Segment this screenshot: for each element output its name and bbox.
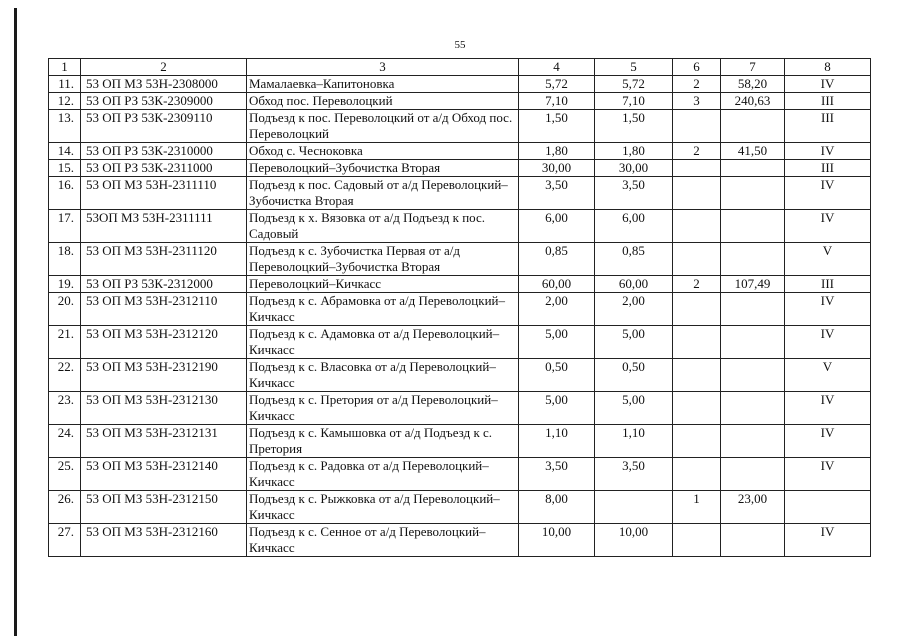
road-category-cell: III [785,276,871,293]
column-header: 2 [81,59,247,76]
length-cell: 1,50 [519,110,595,143]
road-category-cell: V [785,359,871,392]
road-category-cell: III [785,160,871,177]
row-number-cell: 14. [49,143,81,160]
length-surface-cell: 0,50 [595,359,673,392]
structure-count-cell [673,359,721,392]
table-row [49,93,871,110]
structure-length-cell [721,177,785,210]
road-name-cell: Обход пос. Переволоцкий [247,93,519,110]
row-number-cell: 11. [49,76,81,93]
structure-count-cell: 3 [673,93,721,110]
length-surface-cell: 2,00 [595,293,673,326]
road-code-cell: 53 ОП РЗ 53К-2310000 [81,143,247,160]
length-cell: 5,72 [519,76,595,93]
structure-length-cell [721,425,785,458]
road-name-cell: Подъезд к с. Сенное от а/д Переволоцкий–Кичкасс [247,524,519,557]
structure-count-cell [673,458,721,491]
table-row [49,160,871,177]
road-name-cell: Мамалаевка–Капитоновка [247,76,519,93]
road-code-cell: 53 ОП МЗ 53Н-2312140 [81,458,247,491]
road-name-cell: Подъезд к с. Зубочистка Первая от а/д Переволоцкий–Зубочистка Вторая [247,243,519,276]
length-surface-cell: 3,50 [595,177,673,210]
row-number-cell: 27. [49,524,81,557]
column-header: 6 [673,59,721,76]
row-number-cell: 19. [49,276,81,293]
structure-count-cell: 2 [673,276,721,293]
road-code-cell: 53 ОП МЗ 53Н-2311110 [81,177,247,210]
road-code-cell: 53 ОП МЗ 53Н-2312110 [81,293,247,326]
length-cell: 8,00 [519,491,595,524]
road-name-cell: Подъезд к пос. Переволоцкий от а/д Обход пос. Переволоцкий [247,110,519,143]
binding-line [14,8,17,636]
column-header: 5 [595,59,673,76]
road-name-cell: Подъезд к пос. Садовый от а/д Переволоцкий–Зубочистка Вторая [247,177,519,210]
road-category-cell: IV [785,425,871,458]
structure-count-cell: 2 [673,76,721,93]
table-row [49,359,871,392]
road-code-cell: 53 ОП РЗ 53К-2309110 [81,110,247,143]
length-surface-cell: 1,10 [595,425,673,458]
road-name-cell: Подъезд к с. Радовка от а/д Переволоцкий–Кичкасс [247,458,519,491]
road-name-cell: Подъезд к с. Власовка от а/д Переволоцкий–Кичкасс [247,359,519,392]
structure-length-cell [721,210,785,243]
table-row [49,524,871,557]
length-cell: 0,50 [519,359,595,392]
row-number-cell: 26. [49,491,81,524]
table-row [49,110,871,143]
row-number-cell: 17. [49,210,81,243]
length-cell: 2,00 [519,293,595,326]
structure-length-cell: 240,63 [721,93,785,110]
length-cell: 5,00 [519,392,595,425]
structure-count-cell [673,524,721,557]
length-surface-cell: 1,50 [595,110,673,143]
table-row [49,243,871,276]
structure-length-cell: 107,49 [721,276,785,293]
table-row [49,326,871,359]
column-header: 4 [519,59,595,76]
table-row [49,276,871,293]
length-cell: 30,00 [519,160,595,177]
road-code-cell: 53 ОП МЗ 53Н-2312130 [81,392,247,425]
length-surface-cell: 0,85 [595,243,673,276]
road-name-cell: Подъезд к с. Рыжковка от а/д Переволоцкий–Кичкасс [247,491,519,524]
length-cell: 3,50 [519,458,595,491]
road-code-cell: 53 ОП МЗ 53Н-2312120 [81,326,247,359]
road-category-cell: IV [785,76,871,93]
road-category-cell: IV [785,143,871,160]
structure-count-cell [673,243,721,276]
structure-length-cell [721,458,785,491]
row-number-cell: 25. [49,458,81,491]
road-category-cell: IV [785,458,871,491]
structure-length-cell [721,110,785,143]
road-name-cell: Подъезд к с. Адамовка от а/д Переволоцкий–Кичкасс [247,326,519,359]
road-name-cell: Подъезд к с. Камышовка от а/д Подъезд к с. Претория [247,425,519,458]
structure-length-cell: 58,20 [721,76,785,93]
road-category-cell: III [785,110,871,143]
structure-count-cell [673,293,721,326]
road-name-cell: Переволоцкий–Кичкасс [247,276,519,293]
row-number-cell: 15. [49,160,81,177]
road-category-cell: IV [785,524,871,557]
road-name-cell: Подъезд к х. Вязовка от а/д Подъезд к пос. Садовый [247,210,519,243]
road-name-cell: Подъезд к с. Абрамовка от а/д Переволоцкий–Кичкасс [247,293,519,326]
road-code-cell: 53 ОП МЗ 53Н-2312131 [81,425,247,458]
length-cell: 0,85 [519,243,595,276]
table-row [49,76,871,93]
road-code-cell: 53 ОП МЗ 53Н-2312160 [81,524,247,557]
structure-length-cell [721,359,785,392]
road-code-cell: 53 ОП РЗ 53К-2311000 [81,160,247,177]
road-name-cell: Подъезд к с. Претория от а/д Переволоцкий–Кичкасс [247,392,519,425]
road-category-cell: IV [785,210,871,243]
road-category-cell: V [785,243,871,276]
row-number-cell: 13. [49,110,81,143]
road-category-cell: III [785,93,871,110]
row-number-cell: 18. [49,243,81,276]
road-category-cell: IV [785,293,871,326]
structure-length-cell [721,326,785,359]
column-header: 1 [49,59,81,76]
structure-length-cell: 23,00 [721,491,785,524]
table-row [49,293,871,326]
row-number-cell: 20. [49,293,81,326]
structure-length-cell [721,392,785,425]
road-name-cell: Переволоцкий–Зубочистка Вторая [247,160,519,177]
column-header: 3 [247,59,519,76]
road-code-cell: 53 ОП МЗ 53Н-2312150 [81,491,247,524]
roads-table [48,58,871,557]
road-category-cell: IV [785,326,871,359]
structure-count-cell [673,177,721,210]
road-code-cell: 53 ОП РЗ 53К-2312000 [81,276,247,293]
length-cell: 10,00 [519,524,595,557]
length-surface-cell: 5,72 [595,76,673,93]
structure-count-cell [673,425,721,458]
road-code-cell: 53 ОП МЗ 53Н-2311120 [81,243,247,276]
row-number-cell: 21. [49,326,81,359]
road-category-cell [785,491,871,524]
page-number: 55 [454,39,466,51]
road-category-cell: IV [785,392,871,425]
structure-length-cell [721,293,785,326]
length-surface-cell: 1,80 [595,143,673,160]
column-header: 8 [785,59,871,76]
table-row [49,425,871,458]
road-code-cell: 53 ОП РЗ 53К-2309000 [81,93,247,110]
length-surface-cell: 10,00 [595,524,673,557]
length-cell: 60,00 [519,276,595,293]
header-row [49,59,871,76]
row-number-cell: 24. [49,425,81,458]
length-cell: 5,00 [519,326,595,359]
table-row [49,210,871,243]
row-number-cell: 22. [49,359,81,392]
length-surface-cell [595,491,673,524]
length-surface-cell: 7,10 [595,93,673,110]
road-name-cell: Обход с. Чесноковка [247,143,519,160]
length-surface-cell: 60,00 [595,276,673,293]
length-surface-cell: 5,00 [595,392,673,425]
road-code-cell: 53 ОП МЗ 53Н-2308000 [81,76,247,93]
length-cell: 1,10 [519,425,595,458]
length-surface-cell: 5,00 [595,326,673,359]
structure-count-cell [673,160,721,177]
length-cell: 7,10 [519,93,595,110]
table-row [49,143,871,160]
road-code-cell: 53ОП МЗ 53Н-2311111 [81,210,247,243]
structure-count-cell [673,326,721,359]
table-row [49,177,871,210]
row-number-cell: 12. [49,93,81,110]
length-cell: 1,80 [519,143,595,160]
road-code-cell: 53 ОП МЗ 53Н-2312190 [81,359,247,392]
length-surface-cell: 3,50 [595,458,673,491]
structure-count-cell: 1 [673,491,721,524]
structure-length-cell [721,524,785,557]
structure-length-cell [721,243,785,276]
length-cell: 3,50 [519,177,595,210]
length-cell: 6,00 [519,210,595,243]
structure-count-cell [673,392,721,425]
road-category-cell: IV [785,177,871,210]
column-header: 7 [721,59,785,76]
table-row [49,491,871,524]
structure-count-cell: 2 [673,143,721,160]
row-number-cell: 23. [49,392,81,425]
row-number-cell: 16. [49,177,81,210]
structure-count-cell [673,110,721,143]
table-row [49,392,871,425]
structure-count-cell [673,210,721,243]
table-row [49,458,871,491]
length-surface-cell: 30,00 [595,160,673,177]
structure-length-cell [721,160,785,177]
length-surface-cell: 6,00 [595,210,673,243]
structure-length-cell: 41,50 [721,143,785,160]
